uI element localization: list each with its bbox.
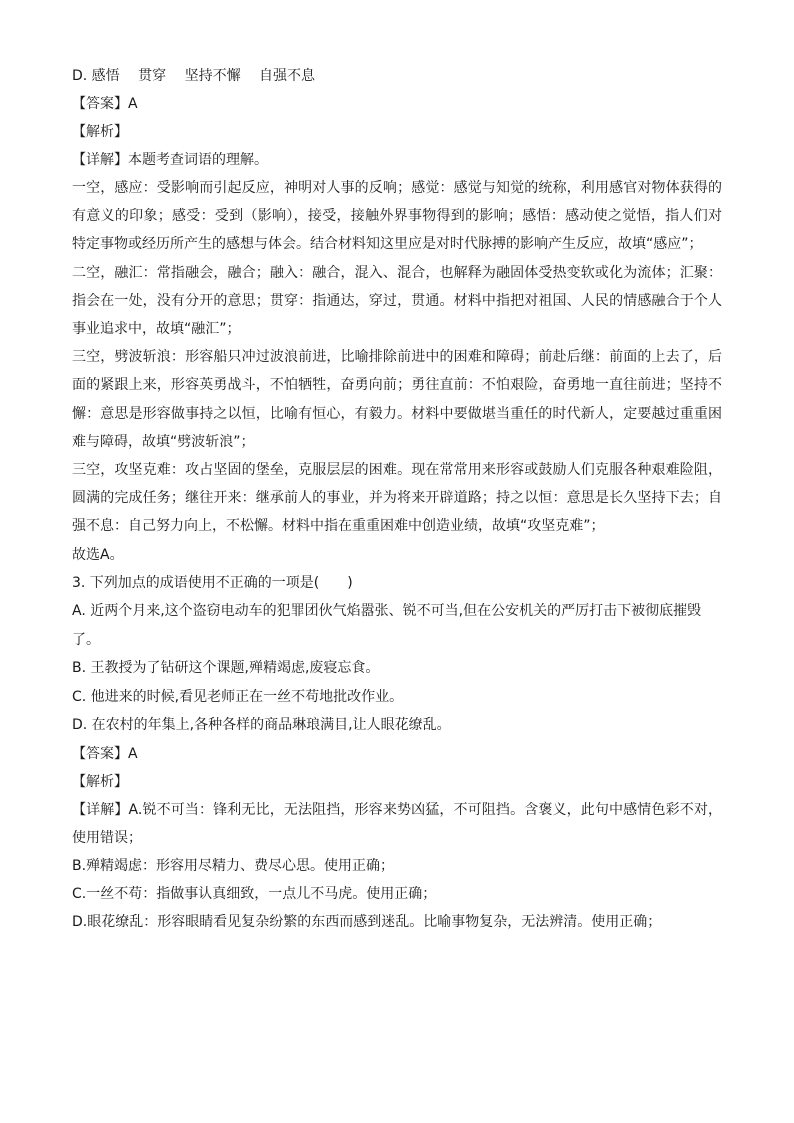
- q3-analysis-label: 【解析】: [72, 773, 128, 790]
- prev-detail-intro: 【详解】本题考查词语的理解。: [72, 152, 268, 168]
- q3-detail-d: D.眼花缭乱：形容眼睛看见复杂纷繁的东西而感到迷乱。比喻事物复杂，无法辨清。使用正确；: [72, 914, 662, 931]
- prev-option-d: D. 感悟 贯穿 坚持不懈 自强不息: [72, 68, 316, 84]
- prev-para-2: 二空，融汇：常指融会，融合；融入：融合，混入、混合，也解释为融固体受热变软或化为流体；汇聚：指会在一处，没有分开的意思；贯穿：指通达，穿过，贯通。材料中指把对祖国、人民的情感融合于个人事业追求中，故填“融汇”；: [72, 264, 722, 338]
- q3-option-b: B. 王教授为了钻研这个课题,殚精竭虑,废寝忘食。: [72, 660, 380, 677]
- q3-detail-b: B.殚精竭虑：形容用尽精力、费尽心思。使用正确；: [72, 858, 395, 875]
- q3-option-c: C. 他进来的时候,看见老师正在一丝不苟地批改作业。: [72, 688, 404, 705]
- q3-detail-c: C.一丝不苟：指做事认真细致，一点儿不马虎。使用正确；: [72, 886, 437, 903]
- q3-stem: 3. 下列加点的成语使用不正确的一项是( ): [72, 574, 353, 591]
- prev-answer: 【答案】A: [72, 96, 138, 112]
- prev-conclusion: 故选A。: [72, 546, 124, 563]
- prev-para-3: 三空，劈波斩浪：形容船只冲过波浪前进，比喻排除前进中的困难和障碍；前赴后继：前面的上去了，后面的紧跟上来，形容英勇战斗，不怕牺牲，奋勇向前；勇往直前：不怕艰险，奋勇地一直往前进；坚持不懈：意思是形容做事持之以恒，比喻有恒心，有毅力。材料中要做堪当重任的时代新人，定要越过重重困难与障碍，故填“劈波斩浪”；: [72, 349, 722, 450]
- q3-option-a: A. 近两个月来,这个盗窃电动车的犯罪团伙气焰嚣张、锐不可当,但在公安机关的严厉打击下被彻底摧毁了。: [72, 603, 702, 648]
- prev-para-4: 三空，攻坚克难：攻占坚固的堡垒，克服层层的困难。现在常常用来形容或鼓励人们克服各种艰难险阻，圆满的完成任务；继往开来：继承前人的事业，并为将来开辟道路；持之以恒：意思是长久坚持下去；自强不息：自己努力向上，不松懈。材料中指在重重困难中创造业绩，故填“攻坚克难”；: [72, 462, 722, 535]
- q3-answer: 【答案】A: [72, 745, 138, 762]
- prev-para-1: 一空，感应：受影响而引起反应，神明对人事的反响；感觉：感觉与知觉的统称，利用感官对物体获得的有意义的印象；感受：受到（影响），接受，接触外界事物得到的影响；感悟：感动使之觉悟，指人们对特定事物或经历所产生的感想与体会。结合材料知这里应是对时代脉搏的影响产生反应，故填“感应”；: [72, 180, 722, 253]
- q3-detail-a: 【详解】A.锐不可当：锋利无比，无法阻挡，形容来势凶猛，不可阻挡。含褒义，此句中感情色彩不对，使用错误；: [72, 801, 722, 846]
- q3-option-d: D. 在农村的年集上,各种各样的商品琳琅满目,让人眼花缭乱。: [72, 717, 451, 734]
- document-page: [72, 62, 722, 937]
- prev-analysis-label: 【解析】: [72, 124, 128, 140]
